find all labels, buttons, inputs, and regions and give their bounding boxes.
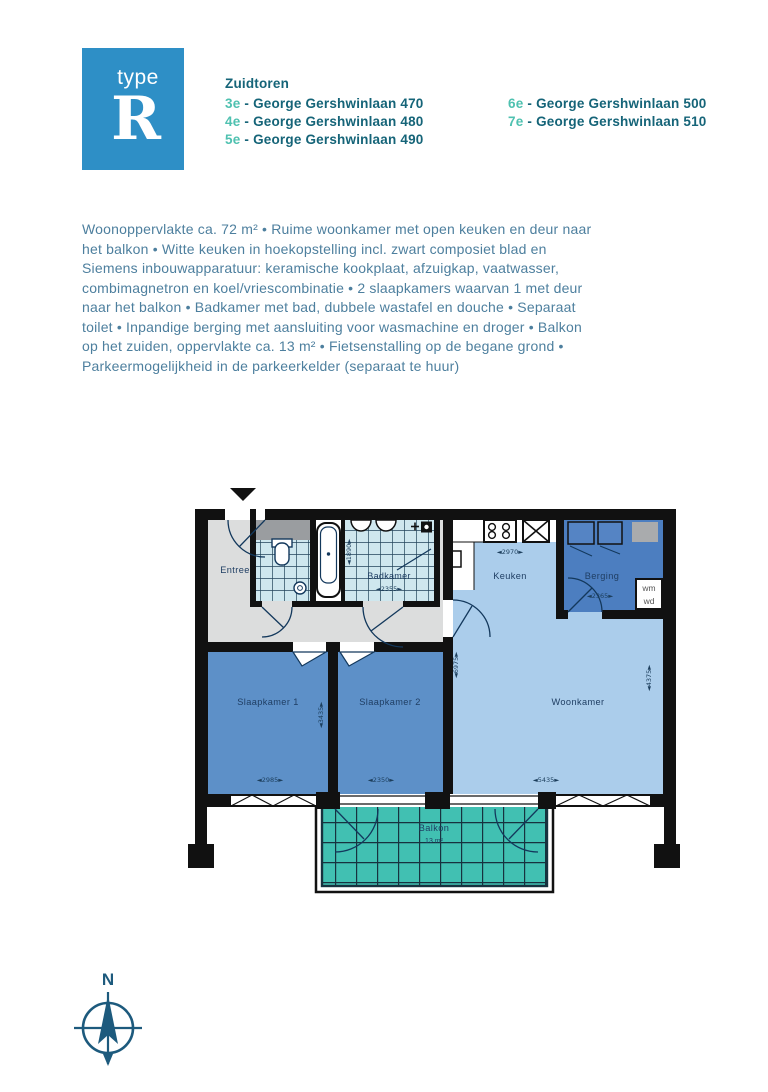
type-badge <box>82 48 184 170</box>
window <box>231 794 316 807</box>
dim-slaapkamer1-width: ◄2985► <box>256 776 284 784</box>
bathtub-icon <box>317 523 340 597</box>
building-title: Zuidtoren <box>225 76 290 91</box>
closet <box>568 522 594 544</box>
wd-label: wd <box>643 596 655 606</box>
floor-plan <box>188 482 680 908</box>
type-letter: R <box>111 84 161 154</box>
compass-rose-icon <box>74 992 142 1066</box>
entrance-arrow-icon <box>230 488 256 501</box>
berging-label: Berging <box>584 571 620 581</box>
slaapkamer1-label: Slaapkamer 1 <box>237 697 299 707</box>
sink-icon <box>523 520 549 542</box>
apartment-description: Woonoppervlakte ca. 72 m² • Ruime woonkamer met open keuken en deur naar het balkon • Witte keuken in hoekopstelling incl. zwart composiet blad en Siemens inbouwapparatuur: keramische kookplaat, afzuigkap, vaatwasser, combimagnetron en koel/vriescombinatie • 2 slaapkamers waarvan 1 met deur naar het balkon • Badkamer met bad, dubbele wastafel en douche • Separaat toilet • Inpandige berging met aansluiting voor wasmachine en droger • Balkon op het zuiden, oppervlakte ca. 13 m² • Fietsenstalling op de begane grond • Parkeermogelijkheid in de parkeerkelder (separaat te huur) <box>82 221 592 374</box>
room-slaapkamer-2 <box>338 652 443 794</box>
window <box>556 794 650 807</box>
slaapkamer2-label: Slaapkamer 2 <box>359 697 421 707</box>
address-text: - George Gershwinlaan 510 <box>527 114 707 129</box>
dim-slaapkamer2-width: ◄2350► <box>367 776 395 784</box>
compass <box>72 964 144 1078</box>
shaft-gray <box>632 522 658 542</box>
floor-label: 7e <box>508 114 524 129</box>
floor-label: 4e <box>225 114 241 129</box>
address-line <box>508 113 707 131</box>
balcony <box>316 799 553 892</box>
type-word: type <box>117 66 159 89</box>
balcony-door-sill <box>450 794 538 807</box>
compass-north-label: N <box>101 970 115 989</box>
hand-basin-icon <box>294 582 306 594</box>
balkon-label: Balkon <box>418 823 450 833</box>
address-text: - George Gershwinlaan 490 <box>244 132 424 147</box>
closet <box>598 522 622 544</box>
address-line <box>225 131 424 149</box>
dim-woonkamer-width: ◄5435► <box>532 776 560 784</box>
toilet-icon <box>272 539 292 565</box>
balcony-door-sill <box>340 794 425 807</box>
address-column-1 <box>225 95 424 149</box>
dim-woonkamer-height-right: ◄4375► <box>645 664 653 692</box>
floor-label: 5e <box>225 132 241 147</box>
address-text: - George Gershwinlaan 480 <box>244 114 424 129</box>
dim-badkamer-width: ◄2355► <box>375 585 403 593</box>
washer-dryer-box <box>636 579 662 609</box>
entree-label: Entree <box>220 565 250 575</box>
address-line <box>225 113 424 131</box>
toilet-closet <box>256 520 310 540</box>
floor-label: 3e <box>225 96 241 111</box>
dim-slaapkamer1-height: ◄3435► <box>317 701 325 729</box>
address-line <box>508 95 707 113</box>
floor-label: 6e <box>508 96 524 111</box>
cooktop-icon <box>484 520 516 542</box>
address-column-2 <box>508 95 707 131</box>
wm-label: wm <box>642 583 656 593</box>
keuken-label: Keuken <box>493 571 527 581</box>
address-line <box>225 95 424 113</box>
room-slaapkamer-1 <box>208 652 328 794</box>
dim-woonkamer-height-left: ◄6975► <box>452 651 460 679</box>
dim-berging-width: ◄2365► <box>586 592 614 600</box>
dim-keuken-width: ◄2970► <box>496 548 524 556</box>
dim-badkamer-height: ◄1890► <box>345 538 353 566</box>
address-text: - George Gershwinlaan 470 <box>244 96 424 111</box>
badkamer-label: Badkamer <box>367 571 411 581</box>
address-text: - George Gershwinlaan 500 <box>527 96 707 111</box>
woonkamer-label: Woonkamer <box>551 697 605 707</box>
balkon-area: 13 m² <box>425 838 443 845</box>
